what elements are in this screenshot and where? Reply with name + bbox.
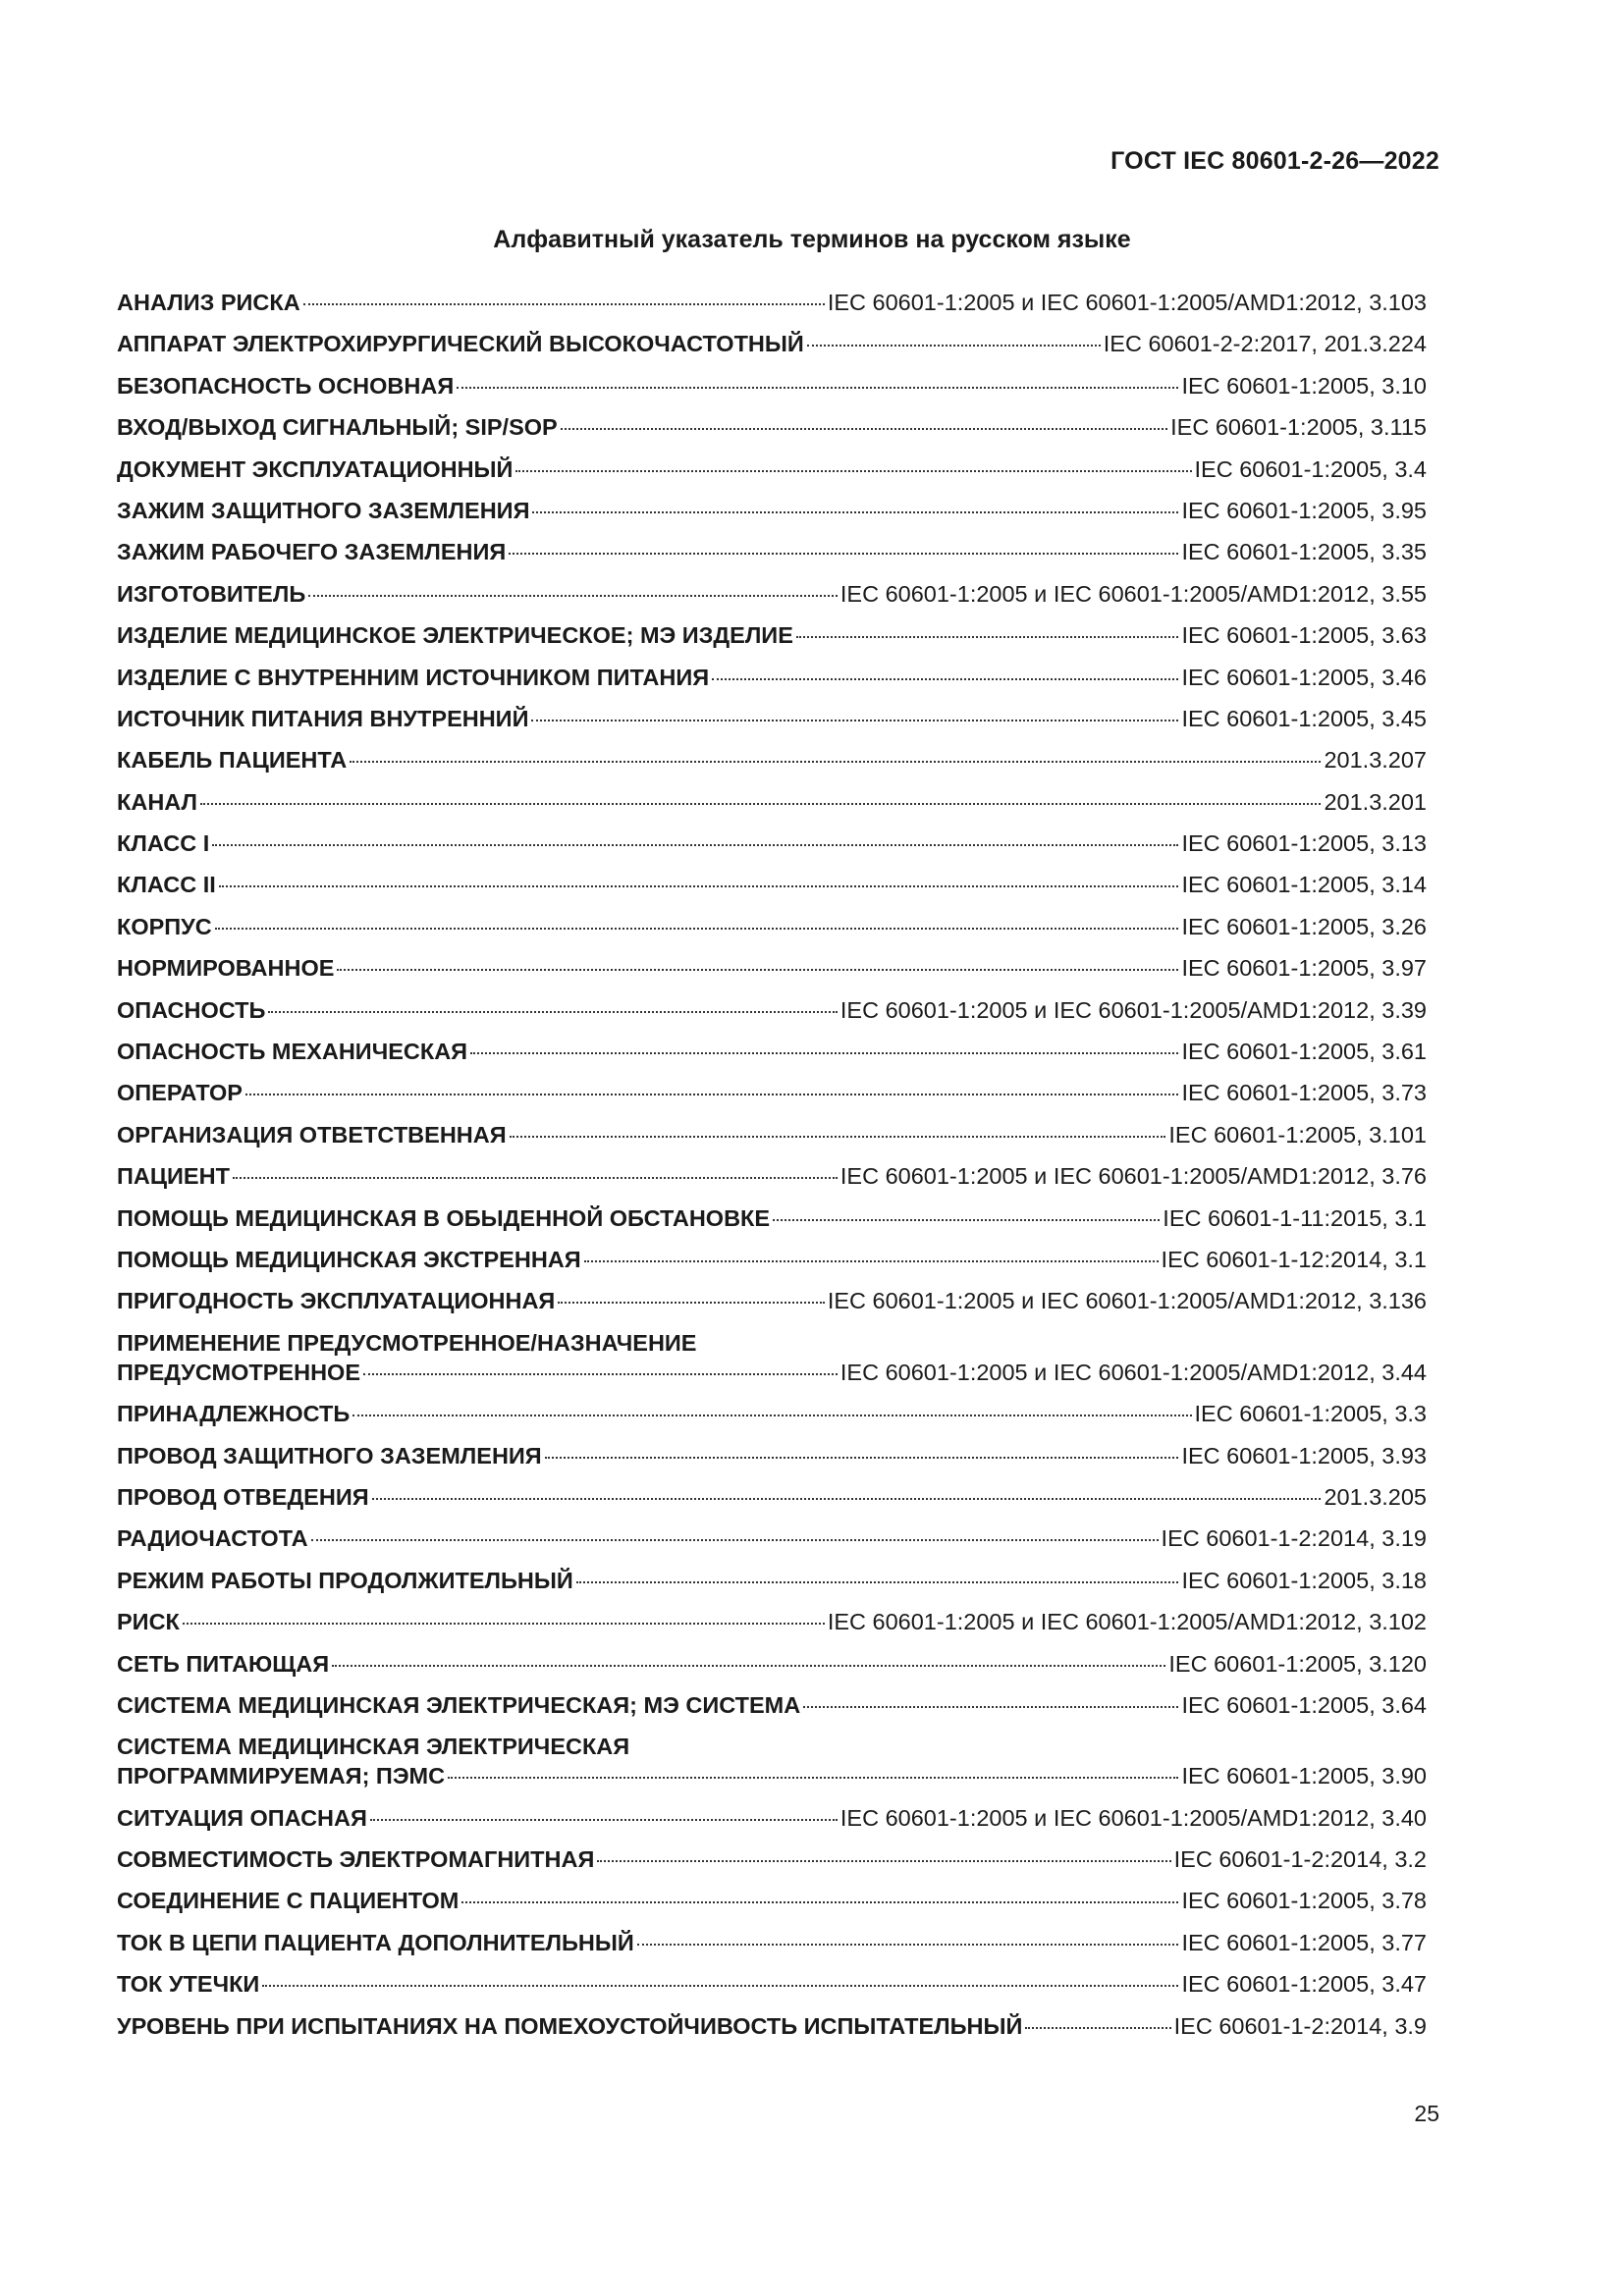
dot-leader [515, 470, 1191, 472]
index-entry-line [117, 995, 1427, 1025]
dot-leader [448, 1777, 1178, 1779]
index-reference: IEC 60601-1:2005, 3.120 [1168, 1650, 1427, 1677]
index-entry [117, 1078, 1427, 1107]
dot-leader [576, 1581, 1179, 1583]
index-term: АНАЛИЗ РИСКА [117, 290, 300, 315]
dot-leader [212, 844, 1178, 846]
index-term: АППАРАТ ЭЛЕКТРОХИРУРГИЧЕСКИЙ ВЫСОКОЧАСТОТНЫЙ [117, 331, 804, 357]
index-reference: IEC 60601-1:2005 и IEC 60601-1:2005/AMD1:2012, 3.39 [839, 996, 1427, 1023]
index-entry-line [117, 1523, 1427, 1553]
index-term: ОПАСНОСТЬ [117, 996, 266, 1023]
index-entry [117, 620, 1427, 650]
index-reference: IEC 60601-1:2005, 3.14 [1181, 872, 1427, 898]
index-reference: 201.3.201 [1324, 788, 1427, 815]
index-entry [117, 454, 1427, 484]
index-reference: IEC 60601-1:2005 и IEC 60601-1:2005/AMD1:2012, 3.55 [839, 580, 1427, 607]
index-term: СИТУАЦИЯ ОПАСНАЯ [117, 1804, 367, 1831]
index-entry-line [117, 1245, 1427, 1274]
index-entry-line [117, 496, 1427, 525]
dot-leader [268, 1011, 837, 1013]
index-entry-line [117, 663, 1427, 692]
dot-leader [637, 1944, 1179, 1946]
index-term: СИСТЕМА МЕДИЦИНСКАЯ ЭЛЕКТРИЧЕСКАЯ; МЭ СИСТЕМА [117, 1691, 801, 1718]
dot-leader [183, 1623, 825, 1625]
index-entry [117, 412, 1427, 442]
index-term: СОВМЕСТИМОСТЬ ЭЛЕКТРОМАГНИТНАЯ [117, 1846, 595, 1873]
index-entry [117, 1037, 1427, 1066]
index-entry-line [117, 329, 1427, 358]
index-entry-line [117, 288, 1427, 317]
index-entry [117, 1523, 1427, 1553]
index-reference: IEC 60601-1:2005, 3.95 [1181, 497, 1427, 523]
dot-leader [363, 1373, 838, 1375]
dot-leader [215, 928, 1179, 930]
index-reference: IEC 60601-1:2005, 3.77 [1181, 1929, 1427, 1955]
index-entry [117, 745, 1427, 774]
index-reference: IEC 60601-1-11:2015, 3.1 [1163, 1204, 1427, 1231]
index-term: КЛАСС I [117, 830, 210, 857]
index-term: ПРОВОД ОТВЕДЕНИЯ [117, 1483, 369, 1510]
index-reference: 201.3.205 [1324, 1483, 1427, 1510]
index-term: КОРПУС [117, 913, 212, 939]
index-reference: IEC 60601-1:2005, 3.35 [1181, 539, 1427, 565]
dot-leader [352, 1415, 1191, 1416]
index-entry [117, 537, 1427, 566]
index-entry-line [117, 1441, 1427, 1470]
index-entry [117, 1203, 1427, 1233]
index-term: ПОМОЩЬ МЕДИЦИНСКАЯ В ОБЫДЕННОЙ ОБСТАНОВКЕ [117, 1204, 771, 1231]
index-entry [117, 1482, 1427, 1512]
dot-leader [372, 1498, 1322, 1500]
index-entry-line [117, 1078, 1427, 1107]
index-reference: IEC 60601-1:2005, 3.61 [1181, 1039, 1427, 1065]
index-reference: IEC 60601-1:2005 и IEC 60601-1:2005/AMD1:2012, 3.103 [827, 290, 1427, 315]
index-term-first-line: ПРИМЕНЕНИЕ ПРЕДУСМОТРЕННОЕ/НАЗНАЧЕНИЕ [117, 1329, 697, 1356]
index-entry [117, 953, 1427, 983]
index-entry [117, 1969, 1427, 1999]
index-reference: IEC 60601-1:2005, 3.45 [1181, 705, 1427, 731]
index-entry-line [117, 1690, 1427, 1720]
index-entry [117, 1886, 1427, 1915]
index-reference: IEC 60601-2-2:2017, 201.3.224 [1103, 331, 1427, 357]
index-reference: IEC 60601-1:2005, 3.4 [1194, 455, 1427, 482]
index-entry [117, 1844, 1427, 1874]
dot-leader [350, 761, 1321, 763]
index-entry [117, 870, 1427, 899]
index-entry-line [117, 1969, 1427, 1999]
index-term: СЕТЬ ПИТАЮЩАЯ [117, 1650, 330, 1677]
dot-leader [245, 1094, 1178, 1095]
index-term: КЛАСС II [117, 872, 216, 898]
dot-leader [509, 553, 1178, 555]
index-term: ОРГАНИЗАЦИЯ ОТВЕТСТВЕННАЯ [117, 1121, 507, 1148]
index-entry [117, 496, 1427, 525]
index-entry [117, 1161, 1427, 1191]
page-title: Алфавитный указатель терминов на русском языке [493, 226, 1131, 253]
index-term: ИЗДЕЛИЕ С ВНУТРЕННИМ ИСТОЧНИКОМ ПИТАНИЯ [117, 664, 710, 690]
index-reference: IEC 60601-1:2005 и IEC 60601-1:2005/AMD1:2012, 3.102 [827, 1609, 1427, 1635]
index-entry-line [117, 1566, 1427, 1595]
index-entry [117, 1566, 1427, 1595]
dot-leader [461, 1901, 1178, 1903]
index-term: ВХОД/ВЫХОД СИГНАЛЬНЫЙ; SIP/SOP [117, 414, 558, 441]
index-entry [117, 1120, 1427, 1149]
index-entry [117, 912, 1427, 941]
index-entry-line [117, 1803, 1427, 1833]
index-entry [117, 1928, 1427, 1957]
index-reference: IEC 60601-1:2005, 3.10 [1181, 372, 1427, 399]
dot-leader [584, 1260, 1159, 1262]
index-entry [117, 329, 1427, 358]
index-reference: IEC 60601-1-2:2014, 3.19 [1161, 1525, 1427, 1552]
index-entry-line [117, 704, 1427, 733]
index-entry [117, 1607, 1427, 1636]
dot-leader [796, 636, 1179, 638]
index-entry-line [117, 1161, 1427, 1191]
dot-leader [233, 1177, 838, 1179]
index-term: ИСТОЧНИК ПИТАНИЯ ВНУТРЕННИЙ [117, 705, 529, 731]
index-entry [117, 1732, 1427, 1790]
index-reference: 201.3.207 [1324, 747, 1427, 774]
dot-leader [370, 1819, 838, 1821]
index-reference: IEC 60601-1:2005, 3.101 [1168, 1121, 1427, 1148]
index-entry-line [117, 1482, 1427, 1512]
dot-leader [531, 720, 1178, 721]
dot-leader [470, 1052, 1178, 1054]
dot-leader [1025, 2027, 1170, 2029]
index-entry-line [117, 1649, 1427, 1679]
dot-leader [545, 1457, 1179, 1459]
index-reference: IEC 60601-1:2005, 3.78 [1181, 1888, 1427, 1914]
index-term: ТОК УТЕЧКИ [117, 1971, 260, 1998]
index-reference: IEC 60601-1:2005, 3.47 [1181, 1971, 1427, 1998]
index-entry-line [117, 2011, 1427, 2041]
dot-leader [332, 1665, 1165, 1667]
index-term: РЕЖИМ РАБОТЫ ПРОДОЛЖИТЕЛЬНЫЙ [117, 1567, 573, 1593]
index-entry [117, 828, 1427, 858]
index-term: НОРМИРОВАННОЕ [117, 955, 335, 982]
index-entry-line [117, 745, 1427, 774]
index-reference: IEC 60601-1:2005 и IEC 60601-1:2005/AMD1:2012, 3.44 [839, 1359, 1427, 1385]
dot-leader [262, 1985, 1178, 1987]
index-entry-line [117, 1607, 1427, 1636]
index-entry [117, 663, 1427, 692]
index-term: ПРЕДУСМОТРЕННОЕ [117, 1359, 361, 1385]
dot-leader [510, 1136, 1166, 1138]
dot-leader [200, 803, 1321, 805]
index-entry-line [117, 371, 1427, 400]
dot-leader [773, 1219, 1160, 1221]
index-reference: IEC 60601-1:2005, 3.93 [1181, 1442, 1427, 1468]
index-entry-line [117, 1037, 1427, 1066]
index-entry [117, 1441, 1427, 1470]
index-term: РАДИОЧАСТОТА [117, 1525, 308, 1552]
index-reference: IEC 60601-1:2005, 3.64 [1181, 1691, 1427, 1718]
index-term-first-line: СИСТЕМА МЕДИЦИНСКАЯ ЭЛЕКТРИЧЕСКАЯ [117, 1734, 630, 1760]
index-reference: IEC 60601-1:2005, 3.3 [1194, 1401, 1427, 1427]
index-entry [117, 1245, 1427, 1274]
index-term: ИЗДЕЛИЕ МЕДИЦИНСКОЕ ЭЛЕКТРИЧЕСКОЕ; МЭ ИЗДЕЛИЕ [117, 622, 793, 649]
index-entry [117, 1286, 1427, 1315]
index-term: ПРОВОД ЗАЩИТНОГО ЗАЗЕМЛЕНИЯ [117, 1442, 542, 1468]
index-entry [117, 1649, 1427, 1679]
index-entry [117, 2011, 1427, 2041]
dot-leader [457, 387, 1178, 389]
index-term: СОЕДИНЕНИЕ С ПАЦИЕНТОМ [117, 1888, 460, 1914]
index-reference: IEC 60601-1-12:2014, 3.1 [1161, 1246, 1427, 1272]
index-term: ПРИНАДЛЕЖНОСТЬ [117, 1401, 351, 1427]
index-reference: IEC 60601-1:2005, 3.97 [1181, 955, 1427, 982]
dot-leader [532, 511, 1178, 513]
index-entry-line [117, 454, 1427, 484]
dot-leader [712, 678, 1178, 680]
index-entry [117, 787, 1427, 817]
index-entry-line [117, 537, 1427, 566]
document-code: ГОСТ IEC 80601-2-26—2022 [1110, 147, 1439, 175]
index-term: УРОВЕНЬ ПРИ ИСПЫТАНИЯХ НА ПОМЕХОУСТОЙЧИВОСТЬ ИСПЫТАТЕЛЬНЫЙ [117, 2012, 1023, 2039]
index-reference: IEC 60601-1:2005, 3.26 [1181, 913, 1427, 939]
dot-leader [337, 969, 1178, 971]
index-entry-line [117, 1761, 1427, 1790]
index-term: ДОКУМЕНТ ЭКСПЛУАТАЦИОННЫЙ [117, 455, 514, 482]
index-entry [117, 1328, 1427, 1387]
index-entry-line [117, 1844, 1427, 1874]
index-term: ПОМОЩЬ МЕДИЦИНСКАЯ ЭКСТРЕННАЯ [117, 1246, 581, 1272]
index-reference: IEC 60601-1:2005, 3.46 [1181, 664, 1427, 690]
dot-leader [807, 345, 1101, 347]
index-reference: IEC 60601-1:2005, 3.73 [1181, 1080, 1427, 1106]
index-entry [117, 1803, 1427, 1833]
dot-leader [803, 1706, 1178, 1708]
dot-leader [561, 428, 1167, 430]
index-entry-line [117, 1203, 1427, 1233]
index-term: ОПЕРАТОР [117, 1080, 243, 1106]
index-entry-line [117, 1399, 1427, 1428]
index-entry-line [117, 412, 1427, 442]
index-entry [117, 1690, 1427, 1720]
dot-leader [311, 1539, 1159, 1541]
index-term: ОПАСНОСТЬ МЕХАНИЧЕСКАЯ [117, 1039, 468, 1065]
dot-leader [308, 595, 838, 597]
index-reference: IEC 60601-1-2:2014, 3.2 [1173, 1846, 1427, 1873]
dot-leader [303, 303, 825, 305]
index-reference: IEC 60601-1:2005, 3.13 [1181, 830, 1427, 857]
index-entry-line [117, 912, 1427, 941]
index-reference: IEC 60601-1:2005 и IEC 60601-1:2005/AMD1:2012, 3.40 [839, 1804, 1427, 1831]
index-reference: IEC 60601-1:2005, 3.18 [1181, 1567, 1427, 1593]
index-reference: IEC 60601-1:2005, 3.63 [1181, 622, 1427, 649]
index-term: РИСК [117, 1609, 180, 1635]
index-reference: IEC 60601-1:2005, 3.115 [1170, 414, 1427, 441]
index-entry-line [117, 1120, 1427, 1149]
index-entry-line [117, 579, 1427, 609]
index-entry-line [117, 1928, 1427, 1957]
index-entry [117, 704, 1427, 733]
index-entry-line [117, 870, 1427, 899]
index-entry [117, 371, 1427, 400]
index-term: ПРИГОДНОСТЬ ЭКСПЛУАТАЦИОННАЯ [117, 1288, 556, 1314]
index-term: ЗАЖИМ ЗАЩИТНОГО ЗАЗЕМЛЕНИЯ [117, 497, 530, 523]
index-entry [117, 995, 1427, 1025]
index-entry-line [117, 953, 1427, 983]
index-term: ТОК В ЦЕПИ ПАЦИЕНТА ДОПОЛНИТЕЛЬНЫЙ [117, 1929, 634, 1955]
index-entry-line [117, 828, 1427, 858]
dot-leader [597, 1860, 1170, 1862]
index-reference: IEC 60601-1-2:2014, 3.9 [1173, 2012, 1427, 2039]
index-entry-line [117, 1358, 1427, 1387]
index-reference: IEC 60601-1:2005 и IEC 60601-1:2005/AMD1:2012, 3.76 [839, 1163, 1427, 1190]
index-term: ИЗГОТОВИТЕЛЬ [117, 580, 306, 607]
index-entry-line [117, 1286, 1427, 1315]
index-reference: IEC 60601-1:2005 и IEC 60601-1:2005/AMD1:2012, 3.136 [827, 1288, 1427, 1314]
dot-leader [219, 885, 1179, 887]
index-term: ПАЦИЕНТ [117, 1163, 230, 1190]
index-term: ЗАЖИМ РАБОЧЕГО ЗАЗЕМЛЕНИЯ [117, 539, 507, 565]
index-entry [117, 579, 1427, 609]
index-term: КАБЕЛЬ ПАЦИЕНТА [117, 747, 348, 774]
page-number: 25 [1414, 2101, 1439, 2126]
index-entry [117, 288, 1427, 317]
index-entry [117, 1399, 1427, 1428]
index-term: КАНАЛ [117, 788, 198, 815]
index-term: БЕЗОПАСНОСТЬ ОСНОВНАЯ [117, 372, 455, 399]
term-index [117, 288, 1427, 2053]
index-term: ПРОГРАММИРУЕМАЯ; ПЭМС [117, 1763, 446, 1789]
index-reference: IEC 60601-1:2005, 3.90 [1181, 1763, 1427, 1789]
index-entry-line [117, 620, 1427, 650]
index-entry-line [117, 1886, 1427, 1915]
index-entry-line [117, 787, 1427, 817]
dot-leader [558, 1302, 824, 1304]
